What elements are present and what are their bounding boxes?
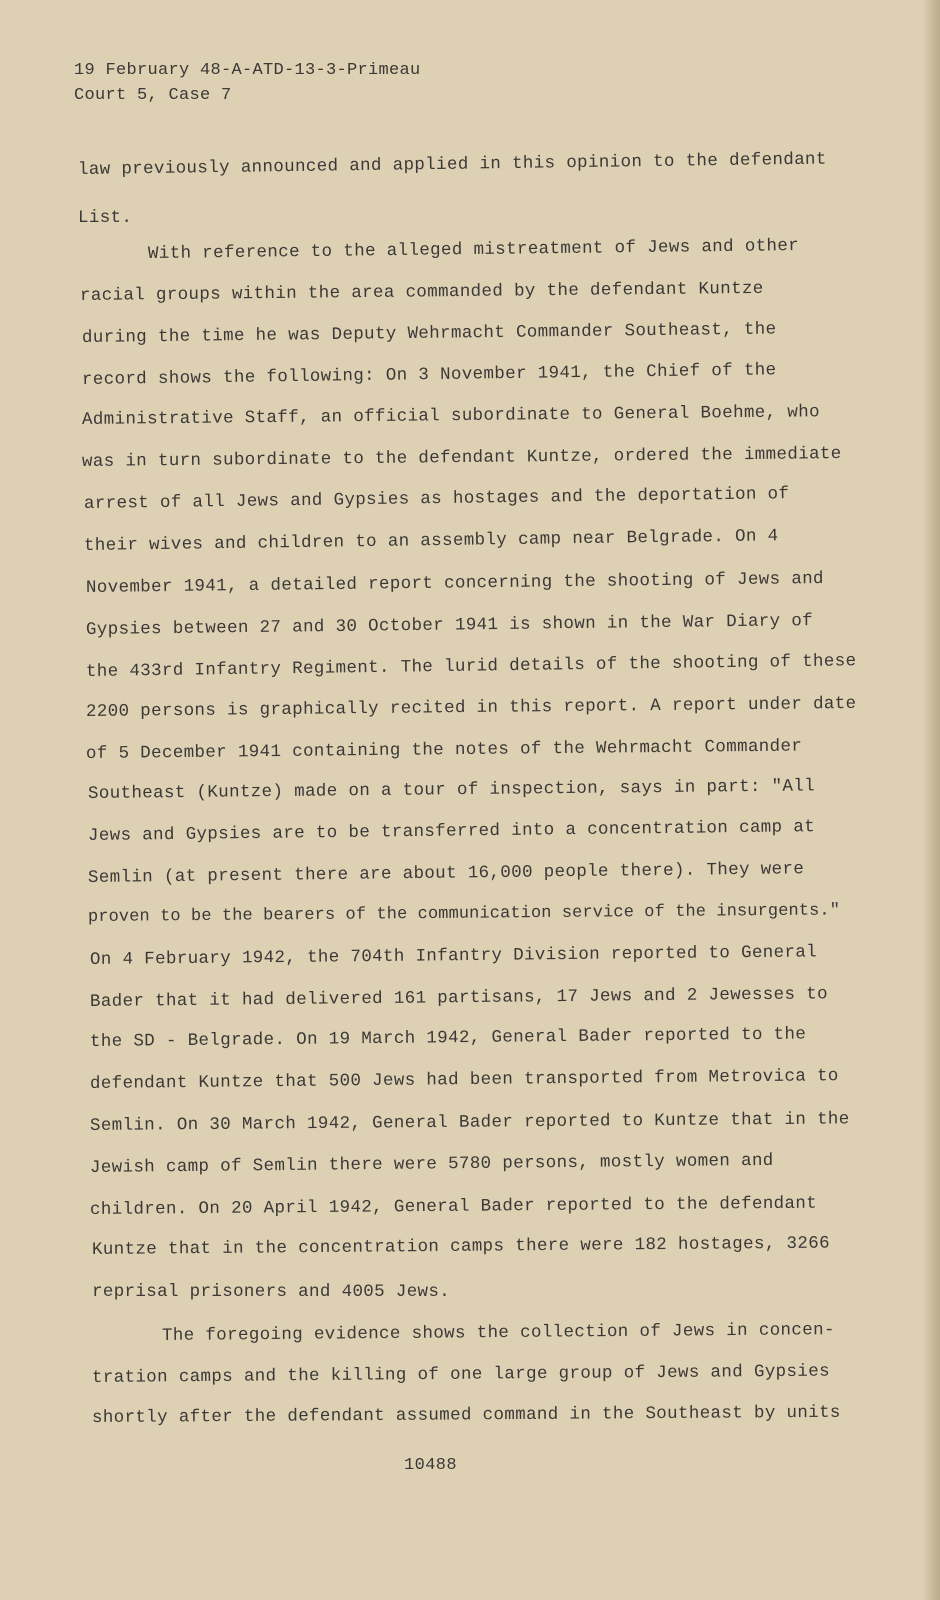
text-line: List.: [78, 208, 133, 228]
text-line: Gypsies between 27 and 30 October 1941 is shown in the War Diary of: [85, 611, 814, 640]
text-line: defendant Kuntze that 500 Jews had been transported from Metrovica to: [89, 1066, 839, 1094]
text-line: record shows the following: On 3 November 1941, the Chief of the: [81, 360, 777, 390]
text-line: the SD - Belgrade. On 19 March 1942, General Bader reported to the: [89, 1024, 807, 1052]
text-line: With reference to the alleged mistreatment of Jews and other: [147, 236, 800, 264]
text-line: children. On 20 April 1942, General Bader reported to the defendant: [89, 1193, 818, 1220]
page-number: 10488: [404, 1456, 458, 1475]
page-edge-shadow: [922, 0, 940, 1600]
text-line: Bader that it had delivered 161 partisans, 17 Jews and 2 Jewesses to: [89, 984, 828, 1012]
header-date-reference: 19 February 48-A-ATD-13-3-Primeau: [74, 61, 421, 80]
header-court-case: Court 5, Case 7: [74, 86, 232, 105]
text-line: racial groups within the area commanded by the defendant Kuntze: [79, 278, 764, 306]
text-line: Administrative Staff, an official subordinate to General Boehme, who: [81, 402, 820, 430]
text-line: November 1941, a detailed report concerning the shooting of Jews and: [85, 568, 824, 598]
text-line: shortly after the defendant assumed command in the Southeast by units: [91, 1402, 841, 1428]
text-line: Jewish camp of Semlin there were 5780 persons, mostly women and: [89, 1150, 774, 1178]
text-line: arrest of all Jews and Gypsies as hostages and the deportation of: [83, 484, 790, 514]
text-line: Semlin (at present there are about 16,000 people there). They were: [87, 859, 805, 888]
text-line: On 4 February 1942, the 704th Infantry Division reported to General: [89, 942, 818, 970]
text-line: Southeast (Kuntze) made on a tour of inspection, says in part: "All: [87, 776, 816, 804]
text-line: Semlin. On 30 March 1942, General Bader reported to Kuntze that in the: [89, 1109, 850, 1136]
text-line: law previously announced and applied in this opinion to the defendant: [77, 149, 827, 180]
text-line: was in turn subordinate to the defendant Kuntze, ordered the immediate: [81, 444, 842, 472]
text-line: reprisal prisoners and 4005 Jews.: [92, 1282, 451, 1302]
text-line: The foregoing evidence shows the collection of Jews in concen-: [161, 1320, 835, 1346]
text-line: 2200 persons is graphically recited in this report. A report under date: [85, 693, 857, 722]
document-header: [74, 58, 421, 108]
text-line: during the time he was Deputy Wehrmacht Commander Southeast, the: [81, 319, 777, 348]
text-line: Kuntze that in the concentration camps there were 182 hostages, 3266: [91, 1233, 830, 1260]
text-line: of 5 December 1941 containing the notes of the Wehrmacht Commander: [85, 736, 803, 764]
text-line: their wives and children to an assembly camp near Belgrade. On 4: [83, 526, 779, 556]
text-line: Jews and Gypsies are to be transferred into a concentration camp at: [87, 817, 816, 846]
text-line: proven to be the bearers of the communication service of the insurgents.": [87, 901, 841, 927]
text-line: the 433rd Infantry Regiment. The lurid details of the shooting of these: [85, 651, 857, 682]
text-line: tration camps and the killing of one large group of Jews and Gypsies: [91, 1361, 830, 1388]
